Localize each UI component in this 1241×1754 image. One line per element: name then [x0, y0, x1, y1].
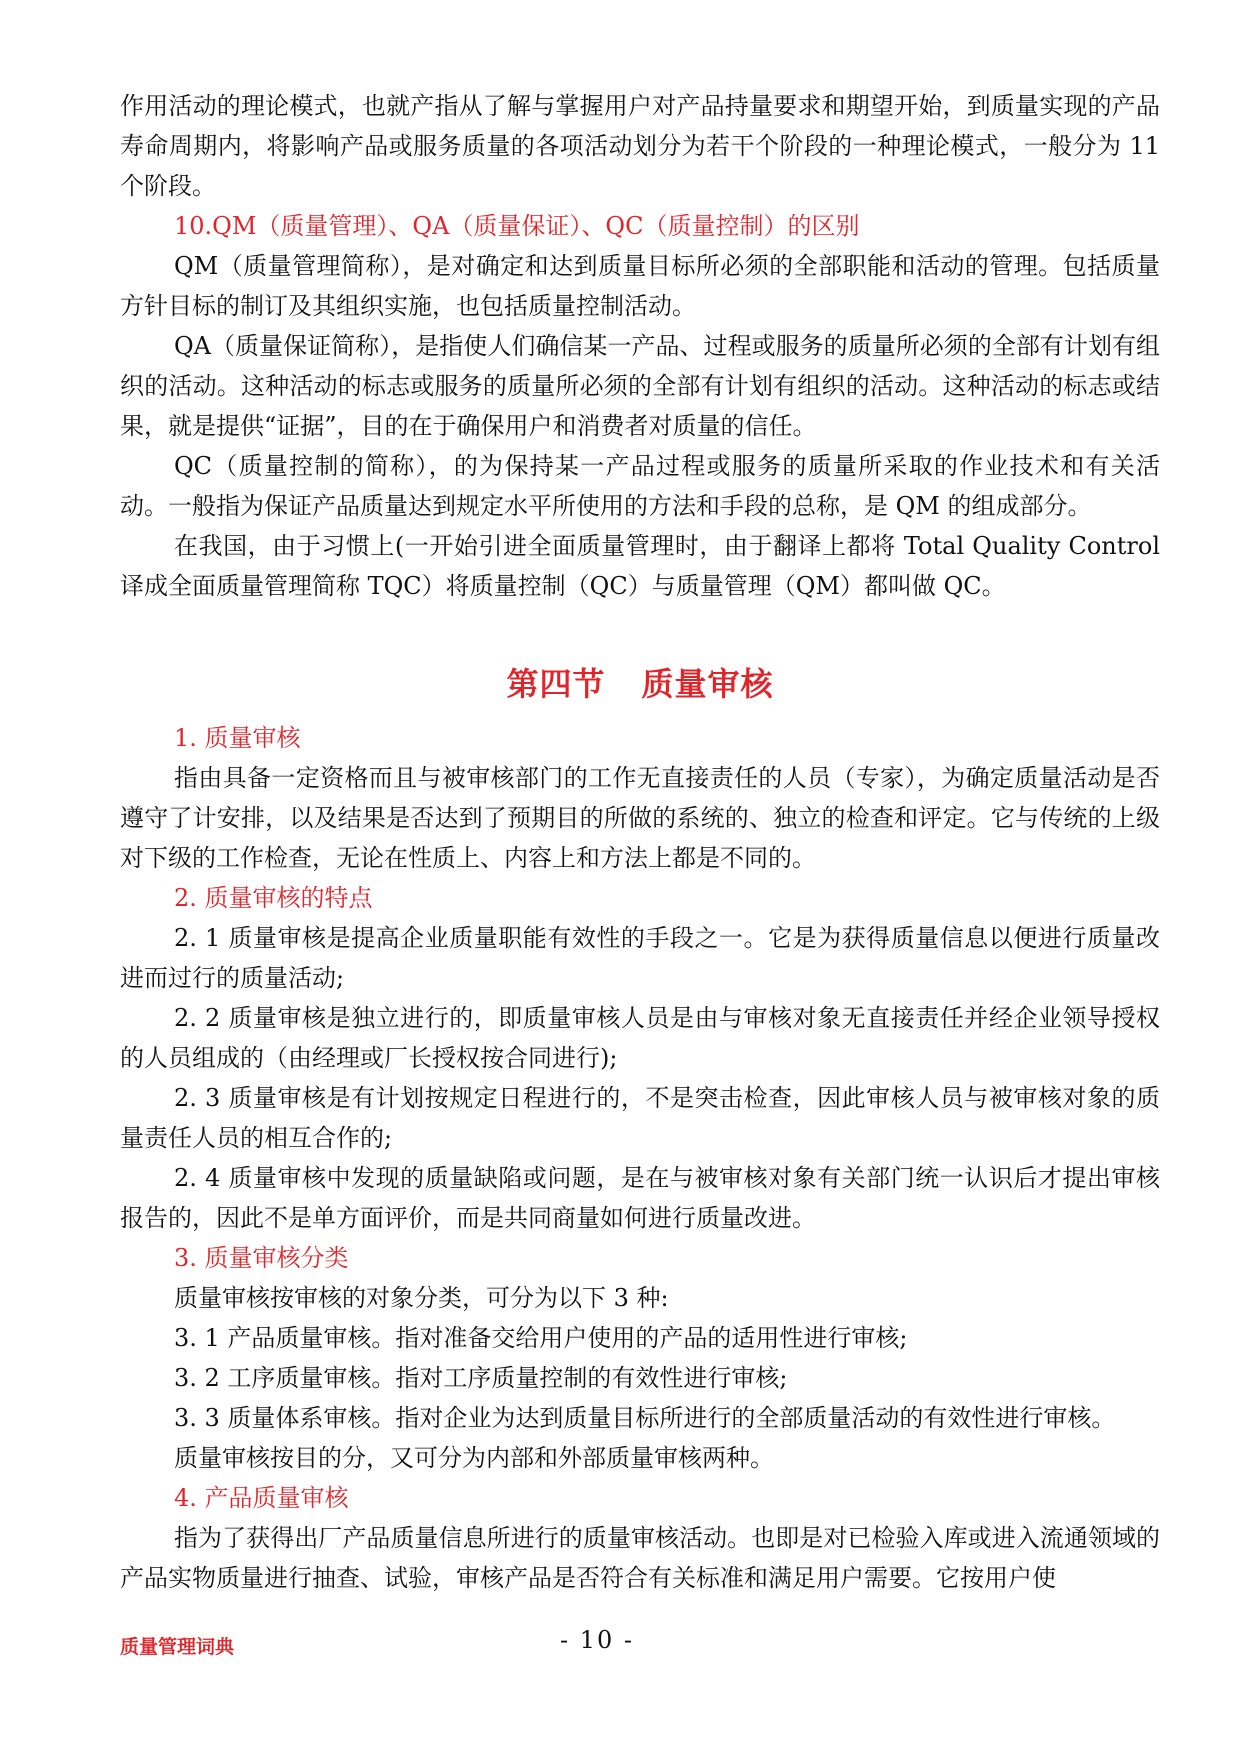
document-body [120, 86, 1160, 1598]
paragraph-intro: 作用活动的理论模式，也就产指从了解与掌握用户对产品持量要求和期望开始，到质量实现的产品寿命周期内，将影响产品或服务质量的各项活动划分为若干个阶段的一种理论模式，一般分为 11 个阶段。 [120, 92, 1160, 200]
paragraph-classification-3-3: 3. 3 质量体系审核。指对企业为达到质量目标所进行的全部质量活动的有效性进行审核。 [174, 1404, 1116, 1432]
paragraph-classification-3-1: 3. 1 产品质量审核。指对准备交给用户使用的产品的适用性进行审核; [174, 1324, 908, 1352]
paragraph-qc: QC（质量控制的简称），的为保持某一产品过程或服务的质量所采取的作业技术和有关活动。一般指为保证产品质量达到规定水平所使用的方法和手段的总称，是 QM 的组成部分。 [120, 452, 1160, 520]
paragraph-feature-2-3: 2. 3 质量审核是有计划按规定日程进行的，不是突击检查，因此审核人员与被审核对象的质量责任人员的相互合作的; [120, 1084, 1160, 1152]
paragraph-feature-2-4: 2. 4 质量审核中发现的质量缺陷或问题，是在与被审核对象有关部门统一认识后才提出审核报告的，因此不是单方面评价，而是共同商量如何进行质量改进。 [120, 1164, 1160, 1232]
section-name: 质量审核 [641, 665, 774, 703]
paragraph-quality-audit: 指由具备一定资格而且与被审核部门的工作无直接责任的人员（专家），为确定质量活动是否遵守了计安排，以及结果是否达到了预期目的所做的系统的、独立的检查和评定。它与传统的上级对下级的工作检查，无论在性质上、内容上和方法上都是不同的。 [120, 764, 1160, 872]
paragraph-feature-2-2: 2. 2 质量审核是独立进行的，即质量审核人员是由与审核对象无直接责任并经企业领导授权的人员组成的（由经理或厂长授权按合同进行); [120, 1004, 1160, 1072]
section-title [120, 664, 1160, 704]
footer-page-number: - 10 - [560, 1626, 635, 1654]
paragraph-qa: QA（质量保证简称），是指使人们确信某一产品、过程或服务的质量所必须的全部有计划有组织的活动。这种活动的标志或服务的质量所必须的全部有计划有组织的活动。这种活动的标志或结果，就是提供“证据”，目的在于确保用户和消费者对质量的信任。 [120, 332, 1160, 440]
paragraph-china: 在我国，由于习惯上(一开始引进全面质量管理时，由于翻译上都将 Total Quality Control 译成全面质量管理简称 TQC）将质量控制（QC）与质量管理（QM）都叫做 QC。 [120, 532, 1160, 600]
heading-audit-classification: 3. 质量审核分类 [174, 1244, 349, 1272]
section-number: 第四节 [506, 665, 606, 703]
paragraph-qm: QM（质量管理简称），是对确定和达到质量目标所必须的全部职能和活动的管理。包括质量方针目标的制订及其组织实施，也包括质量控制活动。 [120, 252, 1160, 320]
paragraph-product-audit: 指为了获得出厂产品质量信息所进行的质量审核活动。也即是对已检验入库或进入流通领域的产品实物质量进行抽查、试验，审核产品是否符合有关标准和满足用户需要。它按用户使 [120, 1524, 1160, 1592]
heading-qm-qa-qc: 10.QM（质量管理）、QA（质量保证）、QC（质量控制）的区别 [174, 212, 860, 240]
heading-quality-audit: 1. 质量审核 [174, 724, 301, 752]
heading-product-audit: 4. 产品质量审核 [174, 1484, 349, 1512]
footer-book-title: 质量管理词典 [120, 1636, 235, 1658]
paragraph-classification-purpose: 质量审核按目的分，又可分为内部和外部质量审核两种。 [174, 1444, 774, 1472]
paragraph-classification-intro: 质量审核按审核的对象分类，可分为以下 3 种: [174, 1284, 669, 1312]
heading-audit-features: 2. 质量审核的特点 [174, 884, 373, 912]
paragraph-feature-2-1: 2. 1 质量审核是提高企业质量职能有效性的手段之一。它是为获得质量信息以便进行质量改进而过行的质量活动; [120, 924, 1160, 992]
paragraph-classification-3-2: 3. 2 工序质量审核。指对工序质量控制的有效性进行审核; [174, 1364, 788, 1392]
